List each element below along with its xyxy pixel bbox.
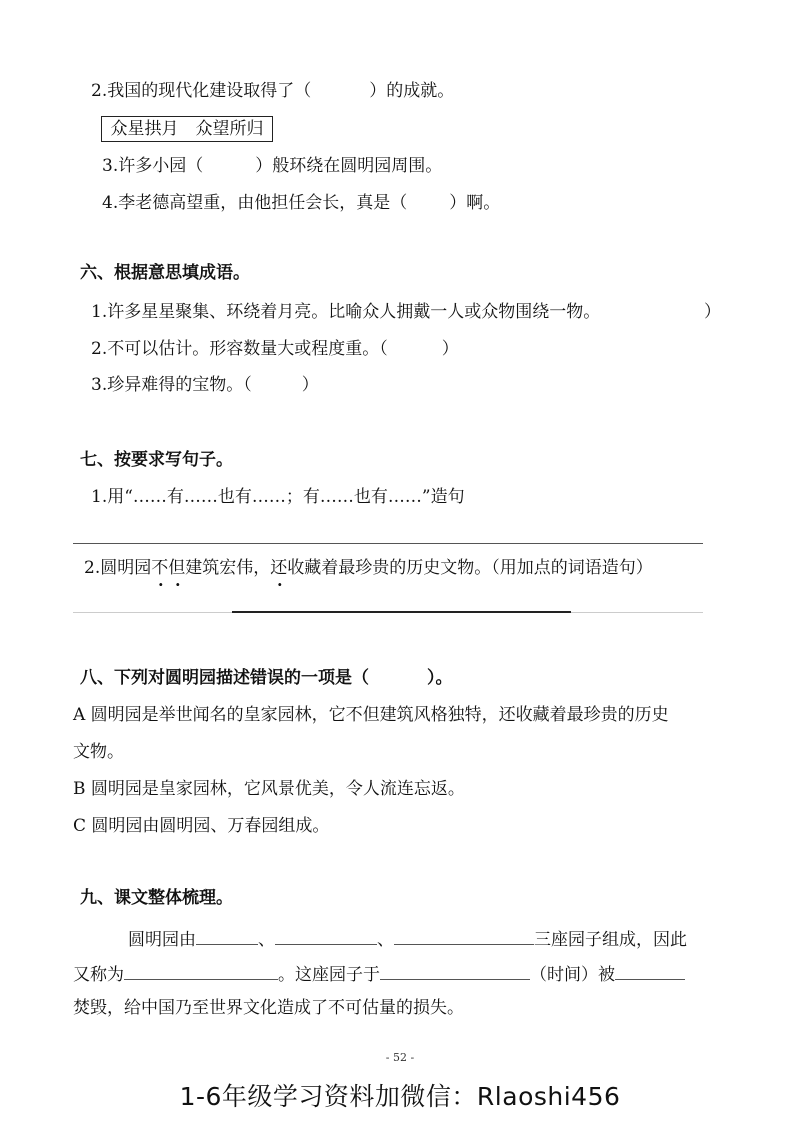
q6-title: 六、根据意思填成语。 (80, 263, 250, 283)
q5-item-3: 3.许多小园（ ）般环绕在圆明园周围。 (102, 156, 443, 176)
answer-line-1[interactable] (73, 543, 703, 544)
q8-option-a-cont: 文物。 (73, 742, 124, 762)
q8-option-b: B 圆明园是皇家园林，它风景优美，令人流连忘返。 (73, 779, 465, 799)
q6-item-2: 2.不可以估计。形容数量大或程度重。（ ） (91, 339, 459, 359)
q5-item-4: 4.李老德高望重，由他担任会长，真是（ ）啊。 (102, 193, 501, 213)
answer-line-2[interactable] (232, 611, 571, 613)
q9-line-1: 圆明园由 、 、 三座园子组成，因此 (128, 926, 687, 951)
fill-blank[interactable] (380, 961, 530, 980)
emphasis-dot-char: 不 (151, 558, 169, 578)
footer-banner: 1-6年级学习资料加微信：Rlaoshi456 (179, 1082, 621, 1111)
q6-item-1: 1.许多星星聚集、环绕着月亮。比喻众人拥戴一人或众物围绕一物。 ） (91, 302, 721, 322)
q9-title: 九、课文整体梳理。 (80, 888, 233, 908)
q8-option-a: A 圆明园是举世闻名的皇家园林，它不但建筑风格独特，还收藏着最珍贵的历史 (73, 705, 669, 725)
fill-blank[interactable] (615, 961, 685, 980)
q7-item-2: 2.圆明园不但建筑宏伟，还收藏着最珍贵的历史文物。（用加点的词语造句） (84, 558, 653, 578)
page-number: - 52 - (385, 1051, 415, 1064)
fill-blank[interactable] (394, 926, 534, 945)
fill-blank[interactable] (124, 961, 278, 980)
q9-line-2: 又称为 。这座园子于 （时间）被 (73, 961, 685, 986)
q5-item-2: 2.我国的现代化建设取得了（ ）的成就。 (91, 81, 455, 101)
q9-line-3: 焚毁，给中国乃至世界文化造成了不可估量的损失。 (73, 998, 464, 1018)
q7-title: 七、按要求写句子。 (80, 450, 233, 470)
emphasis-dot-char: 还 (270, 558, 288, 578)
emphasis-dot-char: 但 (168, 558, 186, 578)
q8-title: 八、下列对圆明园描述错误的一项是（ ）。 (80, 668, 453, 688)
fill-blank[interactable] (275, 926, 377, 945)
q6-item-3: 3.珍异难得的宝物。（ ） (91, 375, 319, 395)
word-options-box: 众星拱月 众望所归 (101, 116, 273, 142)
fill-blank[interactable] (196, 926, 258, 945)
q8-option-c: C 圆明园由圆明园、万春园组成。 (73, 816, 330, 836)
q7-item-1: 1.用“……有……也有……；有……也有……”造句 (91, 487, 465, 507)
